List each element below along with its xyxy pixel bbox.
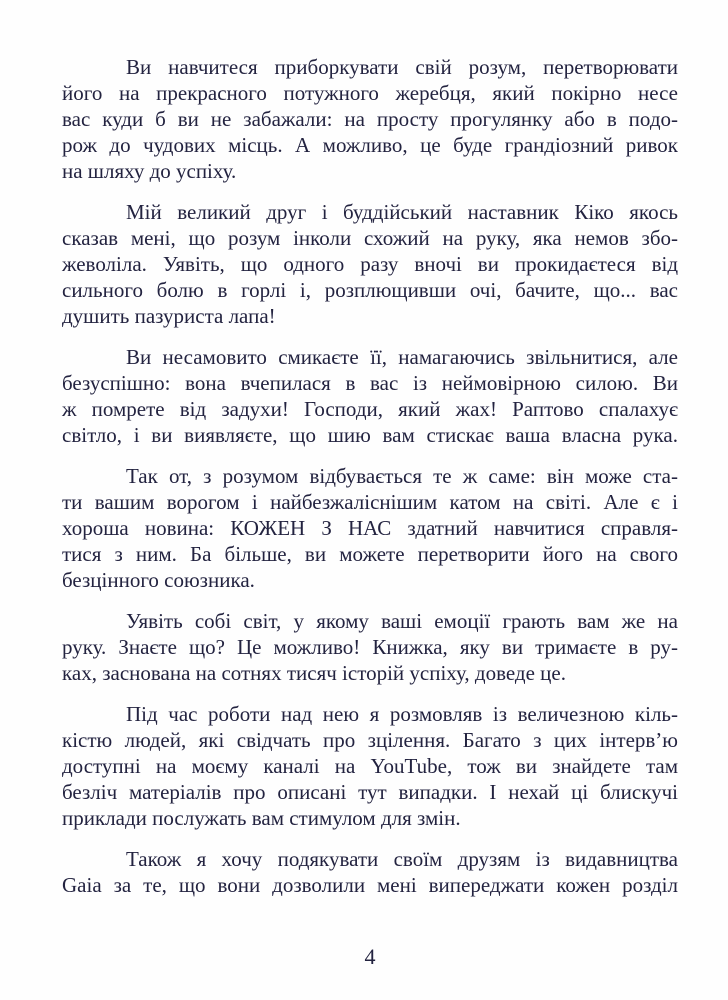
paragraph (62, 54, 678, 184)
paragraph (62, 846, 678, 898)
text-line: на шляху до успіху. (62, 159, 237, 183)
text-line: вас куди б ви не забажали: на просту прогулянку або в подо- (62, 107, 678, 131)
text-line: Також я хочу подякувати своїм друзям із видавництва (126, 847, 678, 871)
text-line: ж помрете від задухи! Господи, який жах! Раптово спалахує (62, 397, 678, 421)
text-line: його на прекрасного потужного жеребця, який покірно несе (62, 81, 678, 105)
text-line: безуспішно: вона вчепилася в вас із неймовірною силою. Ви (62, 371, 678, 395)
text-line: жеволіла. Уявіть, що одного разу вночі ви прокидаєтеся від (62, 252, 678, 276)
text-line: Уявіть собі світ, у якому ваші емоції грають вам же на (126, 609, 678, 633)
text-line: світло, і ви виявляєте, що шию вам стискає ваша власна рука. (62, 423, 678, 447)
paragraph (62, 463, 678, 593)
page-number: 4 (364, 944, 376, 969)
text-line: кістю людей, які свідчать про зцілення. Багато з цих інтерв’ю (62, 728, 678, 752)
paragraph (62, 199, 678, 329)
text-line: душить пазуриста лапа! (62, 304, 276, 328)
text-line: Мій великий друг і буддійський наставник Кіко якось (126, 200, 678, 224)
text-line: Ви несамовито смикаєте її, намагаючись звільнитися, але (126, 345, 678, 369)
text-line: рож до чудових місць. А можливо, це буде грандіозний ривок (62, 133, 678, 157)
text-block (62, 54, 678, 898)
paragraph (62, 344, 678, 448)
text-line: сказав мені, що розум інколи схожий на руку, яка немов збо- (62, 226, 678, 250)
text-line: ти вашим ворогом і найбезжаліснішим катом на світі. Але є і (62, 490, 678, 514)
text-line: доступні на моєму каналі на YouTube, тож ви знайдете там (62, 754, 678, 778)
text-line: ках, заснована на сотнях тисяч історій успіху, доведе це. (62, 661, 566, 685)
text-line: Так от, з розумом відбувається те ж саме: він може ста- (126, 464, 678, 488)
paragraph (62, 701, 678, 831)
paragraph (62, 608, 678, 686)
text-line: хороша новина: КОЖЕН З НАС здатний навчитися справля- (62, 516, 678, 540)
text-line: тися з ним. Ба більше, ви можете перетворити його на свого (62, 542, 678, 566)
text-line: руку. Знаєте що? Це можливо! Книжка, яку ви тримаєте в ру- (62, 635, 678, 659)
text-line: Gaia за те, що вони дозволили мені випереджати кожен розділ (62, 873, 678, 897)
text-line: приклади послужать вам стимулом для змін. (62, 806, 461, 830)
text-line: Ви навчитеся приборкувати свій розум, перетворювати (126, 55, 678, 79)
text-line: сильного болю в горлі і, розплющивши очі, бачите, що... вас (62, 278, 678, 302)
text-line: Під час роботи над нею я розмовляв із величезною кіль- (126, 702, 678, 726)
text-line: безцінного союзника. (62, 568, 255, 592)
text-line: безліч матеріалів про описані тут випадки. І нехай ці блискучі (62, 780, 678, 804)
